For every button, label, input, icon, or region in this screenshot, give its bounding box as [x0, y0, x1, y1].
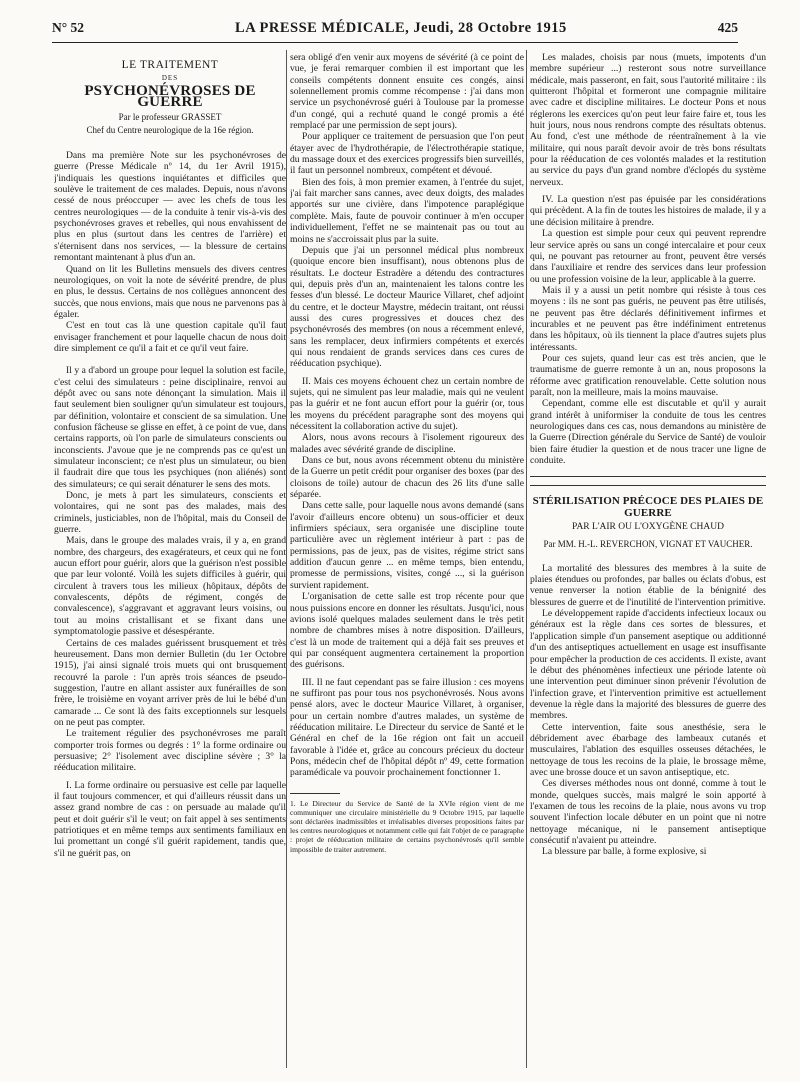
- article-separator: [530, 485, 766, 486]
- footnote: [290, 793, 524, 854]
- journal-title: LA PRESSE MÉDICALE, Jeudi, 28 Octobre 1915: [235, 20, 567, 36]
- article-1-title-line-1: LE TRAITEMENT: [121, 59, 219, 71]
- paragraph: Depuis que j'ai un personnel médical plus nombreux (quoique encore bien insuffisant), nous obtenons plus de résultats. Le docteur Estradère a détendu des contractures qui, depuis près d'un an, maintenaient les talons contre les fesses d'un blessé. Le docteur Maurice Villaret, chef adjoint du centre, et le docteur Maystre, médecin traitant, ont réussi aussi des cures progressives et douces chez des psychonévrosés des membres (on nous a récemment enlevé, sans les remplacer, deux infirmiers compétents et exercés qui nous rendaient de grands services dans ces cures de rééducation psychique).: [290, 244, 524, 370]
- paragraph: Le traitement régulier des psychonévroses me paraît comporter trois formes ou degrés : 1° la forme ordinaire ou persuasive; 2° l'isolement avec discipline sévère ; 3° la rééducation militaire.: [54, 728, 286, 774]
- header-rule: [52, 42, 738, 43]
- article-1-author: Par le professeur GRASSET: [118, 112, 222, 123]
- article-1-author-role: Chef du Centre neurologique de la 16e région.: [86, 124, 254, 135]
- paragraph: Alors, nous avons recours à l'isolement rigoureux des malades avec sévérité grande de discipline.: [290, 432, 524, 455]
- page-number: 425: [717, 20, 738, 35]
- column-3: [530, 52, 766, 1072]
- article-2-authors: Par MM. H.-L. REVERCHON, VIGNAT ET VAUCHER.: [543, 539, 753, 550]
- paragraph: Cependant, comme elle est discutable et qu'il y aurait grand intérêt à uniformiser la conduite de tous les centres neurologiques dans ces cas, nous demandons au ministère de la Guerre (Direction générale du Service de Santé) de vouloir bien faire étudier la question et de nous tracer une ligne de conduite.: [530, 398, 766, 467]
- article-2-heading: [530, 496, 766, 550]
- paragraph: La mortalité des blessures des membres à la suite de plaies étendues ou profondes, par balles ou éclats d'obus, est venue renverser la notion établie de la bénignité des blessures de guerre et de l'inutilité de l'intervention primitive.: [530, 562, 766, 608]
- paragraph: III. Il ne faut cependant pas se faire illusion : ces moyens ne suffiront pas pour tous nos psychonévrosés. Nous avons pensé alors, avec le docteur Maurice Villaret, à organiser, pour un certain nombre d'autres malades, un système de rééducation militaire. Le Directeur du service de Santé et le Général en chef de la 16e région ont fait un accueil favorable à l'idée et, grâce au concours précieux du docteur Pons, médecin chef de l'hôpital dépôt nº 49, cette formation paramédicale va pouvoir prochainement fonctionner 1.: [290, 676, 524, 779]
- issue-number: N° 52: [52, 20, 85, 35]
- paragraph: Dans cette salle, pour laquelle nous avons demandé (sans l'avoir d'ailleurs encore obtenu) un sous-officier et deux infirmiers spéciaux, sera organisée une discipline toute particulière avec un règlement intérieur à part : pas de permissions, pas de jeux, pas de visites, régime strict sans addition d'aucun genre ... en même temps, bien entendu, promesse de permissions, visites, congé ..., si la guérison survient rapidement.: [290, 500, 524, 591]
- paragraph: Dans ce but, nous avons récemment obtenu du ministère de la Guerre un petit crédit pour organiser des boxes (par des cloisons de toile) autour de chacun des 26 lits d'une salle séparée.: [290, 455, 524, 501]
- paragraph: Mais, dans le groupe des malades vrais, il y a, en grand nombre, des chargeurs, des exagérateurs, et ceux qui ne font aucun effort pour guérir, alors que la guérison n'est possible que par leur volonté. Voilà les sujets difficiles à guérir, qui circulent à travers tous les milieux (hôpitaux, dépôts de convalescents, dépôts de régiment, congés de convalescence), s'aggravant et aggravant leurs voisins, ou tout au moins cristallisant et se fixant dans une symptomatologie passive et désespérante.: [54, 535, 286, 638]
- column-divider-2: [526, 50, 527, 1068]
- article-2-subtitle: PAR L'AIR OU L'OXYGÈNE CHAUD: [572, 522, 724, 533]
- page-header: [52, 20, 738, 42]
- paragraph: L'organisation de cette salle est trop récente pour que nous puissions encore en donner les résultats. Jusqu'ici, nous avions isolé quelques malades seulement dans le très petit nombre de chambres mises à notre disposition. D'ailleurs, c'est là un mode de traitement qui a déjà fait ses preuves et qui par conséquent augmentera certainement la proportion des guérisons.: [290, 591, 524, 671]
- column-divider-1: [286, 50, 287, 1068]
- article-separator: [530, 476, 766, 477]
- paragraph: IV. La question n'est pas épuisée par les considérations qui précèdent. A la fin de toutes les histoires de malade, il y a une décision militaire à prendre.: [530, 194, 766, 228]
- article-1-heading: [54, 60, 286, 136]
- footnote-rule: [290, 793, 340, 794]
- column-2: [290, 52, 524, 1072]
- footnote-text: 1. Le Directeur du Service de Santé de la XVIe région vient de me communiquer une circulaire ministérielle du 9 Octobre 1915, par laquelle sont déclarées inadmissibles et irréalisables diverses propositions faites par les centres neurologiques et notamment celle qui fait l'objet de ce paragraphe : projet de rééducation militaire de certains psychonévrosés qu'il semble impossible de traiter autrement.: [290, 798, 524, 854]
- paragraph: I. La forme ordinaire ou persuasive est celle par laquelle il faut toujours commencer, et qui d'ailleurs réussit dans un assez grand nombre de cas : on persuade au malade qu'il peut et doit guérir s'il le veut; on fait appel à ses sentiments patriotiques et en même temps aux sentiments familiaux en lui promettant un congé s'il guérit rapidement, tandis que, s'il ne guérit pas, on: [54, 779, 286, 859]
- paragraph: Le développement rapide d'accidents infectieux locaux ou généraux est la règle dans ces sortes de blessures, et l'application simple d'un pansement aseptique ou additionné d'un des antiseptiques actuellement en usage est insuffisante pour empêcher la production de ces accidents. Il existe, avant le début des phénomènes infectieux une période latente où une intervention peut diminuer sinon prévenir l'évolution de l'infection grave, et l'intervention primitive est actuellement devenue la règle dans la majorité des blessures de guerre des membres.: [530, 608, 766, 722]
- article-1-title-line-2: DES: [161, 74, 179, 83]
- paragraph: Dans ma première Note sur les psychonévroses de guerre (Presse Médicale nº 14, du 1er Avril 1915), j'indiquais les questions inquiétantes et difficiles que soulève le traitement de ces malades. Depuis, nous n'avons cessé de nous préoccuper — avec les chefs de tous les centres neurologiques — de la conduite à tenir vis-à-vis des psychonévroses graves et rebelles, qui nous envahissent de plus en plus (surtout dans les centres de l'arrière) et s'éternisent dans nos services, — la blessure de certains remontant maintenant à plus d'un an.: [54, 150, 286, 264]
- paragraph: Mais il y a aussi un petit nombre qui résiste à tous ces moyens : ils ne sont pas guéris, ne peuvent pas être utilisés, ne peuvent pas être déclarés définitivement infirmes et incurables et ne peuvent pas être indéfiniment entretenus dans les hôpitaux, où ils tiennent la place d'autres sujets plus intéressants.: [530, 284, 766, 353]
- paragraph: La question est simple pour ceux qui peuvent reprendre leur service après ou sans un congé intercalaire et pour ceux qui, ne pouvant pas retourner au front, peuvent être versés dans l'auxiliaire et rendre des services dans leur profession ou une profession voisine de la leur, applicable à la guerre.: [530, 228, 766, 285]
- paragraph: Les malades, choisis par nous (muets, impotents d'un membre supérieur ...) resteront sous notre surveillance médicale, mais passeront, en fait, sous l'autorité militaire : ils quitteront l'hôpital et formeront une compagnie militaire avec cadre et discipline militaires. Le docteur Pons et nous réglerons les exercices qu'on peut leur faire faire et, tous les huit jours, nous nous rendrons compte des résultats obtenus. Au fond, c'est une méthode de réentraînement à la vie militaire, qui nous paraît devoir avoir de très bons résultats pour la rééducation de ces volontés malades et la restitution au service du pays d'un grand nombre d'éclopés du système nerveux.: [530, 52, 766, 188]
- paragraph: sera obligé d'en venir aux moyens de sévérité (à ce point de vue, je ferai remarquer combien il est important que les conseils compétents donnent ensuite ces congés, ainsi solennellement promis comme récompense : j'ai dans mon service un psychonévrosé guéri à Toulouse par la promesse d'un congé, qui a rechuté quand le congé promis a été remplacé par une permission de sept jours).: [290, 52, 524, 132]
- paragraph: Pour ces sujets, quand leur cas est très ancien, que le traumatisme de guerre remonte à un an, nous proposons la réforme avec gratification renouvelable. Cette solution nous paraît, non la meilleure, mais la moins mauvaise.: [530, 352, 766, 398]
- paragraph: Donc, je mets à part les simulateurs, conscients et volontaires, qui ne sont pas des malades, mais des criminels, justiciables, non de l'hôpital, mais du Conseil de guerre.: [54, 490, 286, 536]
- paragraph: Ces diverses méthodes nous ont donné, comme à tout le monde, quelques succès, mais malgré le soin apporté à l'examen de tous les recoins de la plaie, nous avons vu trop souvent l'infection locale débuter en un point que ni notre nettoyage mécanique, ni le pansement antiseptique consécutif n'avaient pu atteindre.: [530, 778, 766, 846]
- article-1-title-line-3: PSYCHONÉVROSES DE GUERRE: [84, 82, 256, 111]
- paragraph: Certains de ces malades guérissent brusquement et très heureusement. Dans mon dernier Bulletin (du 1er Octobre 1915), j'ai ainsi signalé trois muets qui ont brusquement recouvré la parole : l'un après trois séances de pseudo-suggestion, l'autre en allant assister aux funérailles de son frère, le troisième en voyant arriver près de lui le bébé d'un camarade ... Ce sont là des faits exceptionnels sur lesquels on ne peut pas compter.: [54, 637, 286, 728]
- paragraph: II. Mais ces moyens échouent chez un certain nombre de sujets, qui ne simulent pas leur maladie, mais qui ne veulent pas la guérir et ne font aucun effort pour la guérir (or, tous les moyens du précédent paragraphe sont des moyens qui nécessitent la collaboration active du sujet).: [290, 375, 524, 432]
- paragraph: Pour appliquer ce traitement de persuasion que l'on peut étayer avec de l'hydrothérapie, de l'électrothérapie statique, du massage doux et des exercices progressifs bien surveillés, il faut un personnel nombreux, compétent et dévoué.: [290, 131, 524, 177]
- paragraph: C'est en tout cas là une question capitale qu'il faut envisager franchement et pour laquelle chacun de nous doit dire simplement ce qu'il a fait et ce qu'il veut faire.: [54, 320, 286, 354]
- column-1: [54, 52, 286, 1072]
- paragraph: Cette intervention, faite sous anesthésie, sera le débridement avec ébarbage des lambeaux cutanés et musculaires, l'ablation des esquilles osseuses détachées, le nettoyage de tous les recoins de la plaie, le brossage même, avec une brosse douce et un savon antiseptique, etc.: [530, 721, 766, 778]
- paragraph: Il y a d'abord un groupe pour lequel la solution est facile, c'est celui des simulateurs : peine disciplinaire, renvoi au dépôt avec ou sans note dénonçant la simulation. Mais il faut seulement bien souligner qu'un simulateur est toujours, par définition, volontaire et conscient de sa simulation. Une confusion fâcheuse se glisse en effet, à ce point de vue, dans certains rapports, où l'on parle de simulateurs conscients ou inconscients. J'avoue que je ne comprends pas ce qu'est un simulateur inconscient; ce n'est plus un simulateur, ou bien il faudrait dire que tous les psychiques (non aliénés) sont des simulateurs; ce qui serait dénaturer le sens des mots.: [54, 365, 286, 490]
- paragraph: La blessure par balle, à forme explosive, si: [542, 846, 707, 858]
- paragraph: Quand on lit les Bulletins mensuels des divers centres neurologiques, on voit la note de sévérité prendre, de plus en plus, le dessus. Certains de nos collègues annoncent des succès, que nous envions, mais que nous ne parvenons pas à égaler.: [54, 263, 286, 320]
- paragraph: Bien des fois, à mon premier examen, à l'entrée du sujet, j'ai fait marcher sans cannes, avec deux doigts, des malades apportés sur une civière, dans l'impotence paraplégique complète. Mais, faute de pouvoir continuer à m'en occuper individuellement, l'effet ne se maintenait pas ou tout au moins ne s'accroissait plus par la suite.: [290, 176, 524, 245]
- article-2-title: STÉRILISATION PRÉCOCE DES PLAIES DE GUERRE: [532, 495, 764, 519]
